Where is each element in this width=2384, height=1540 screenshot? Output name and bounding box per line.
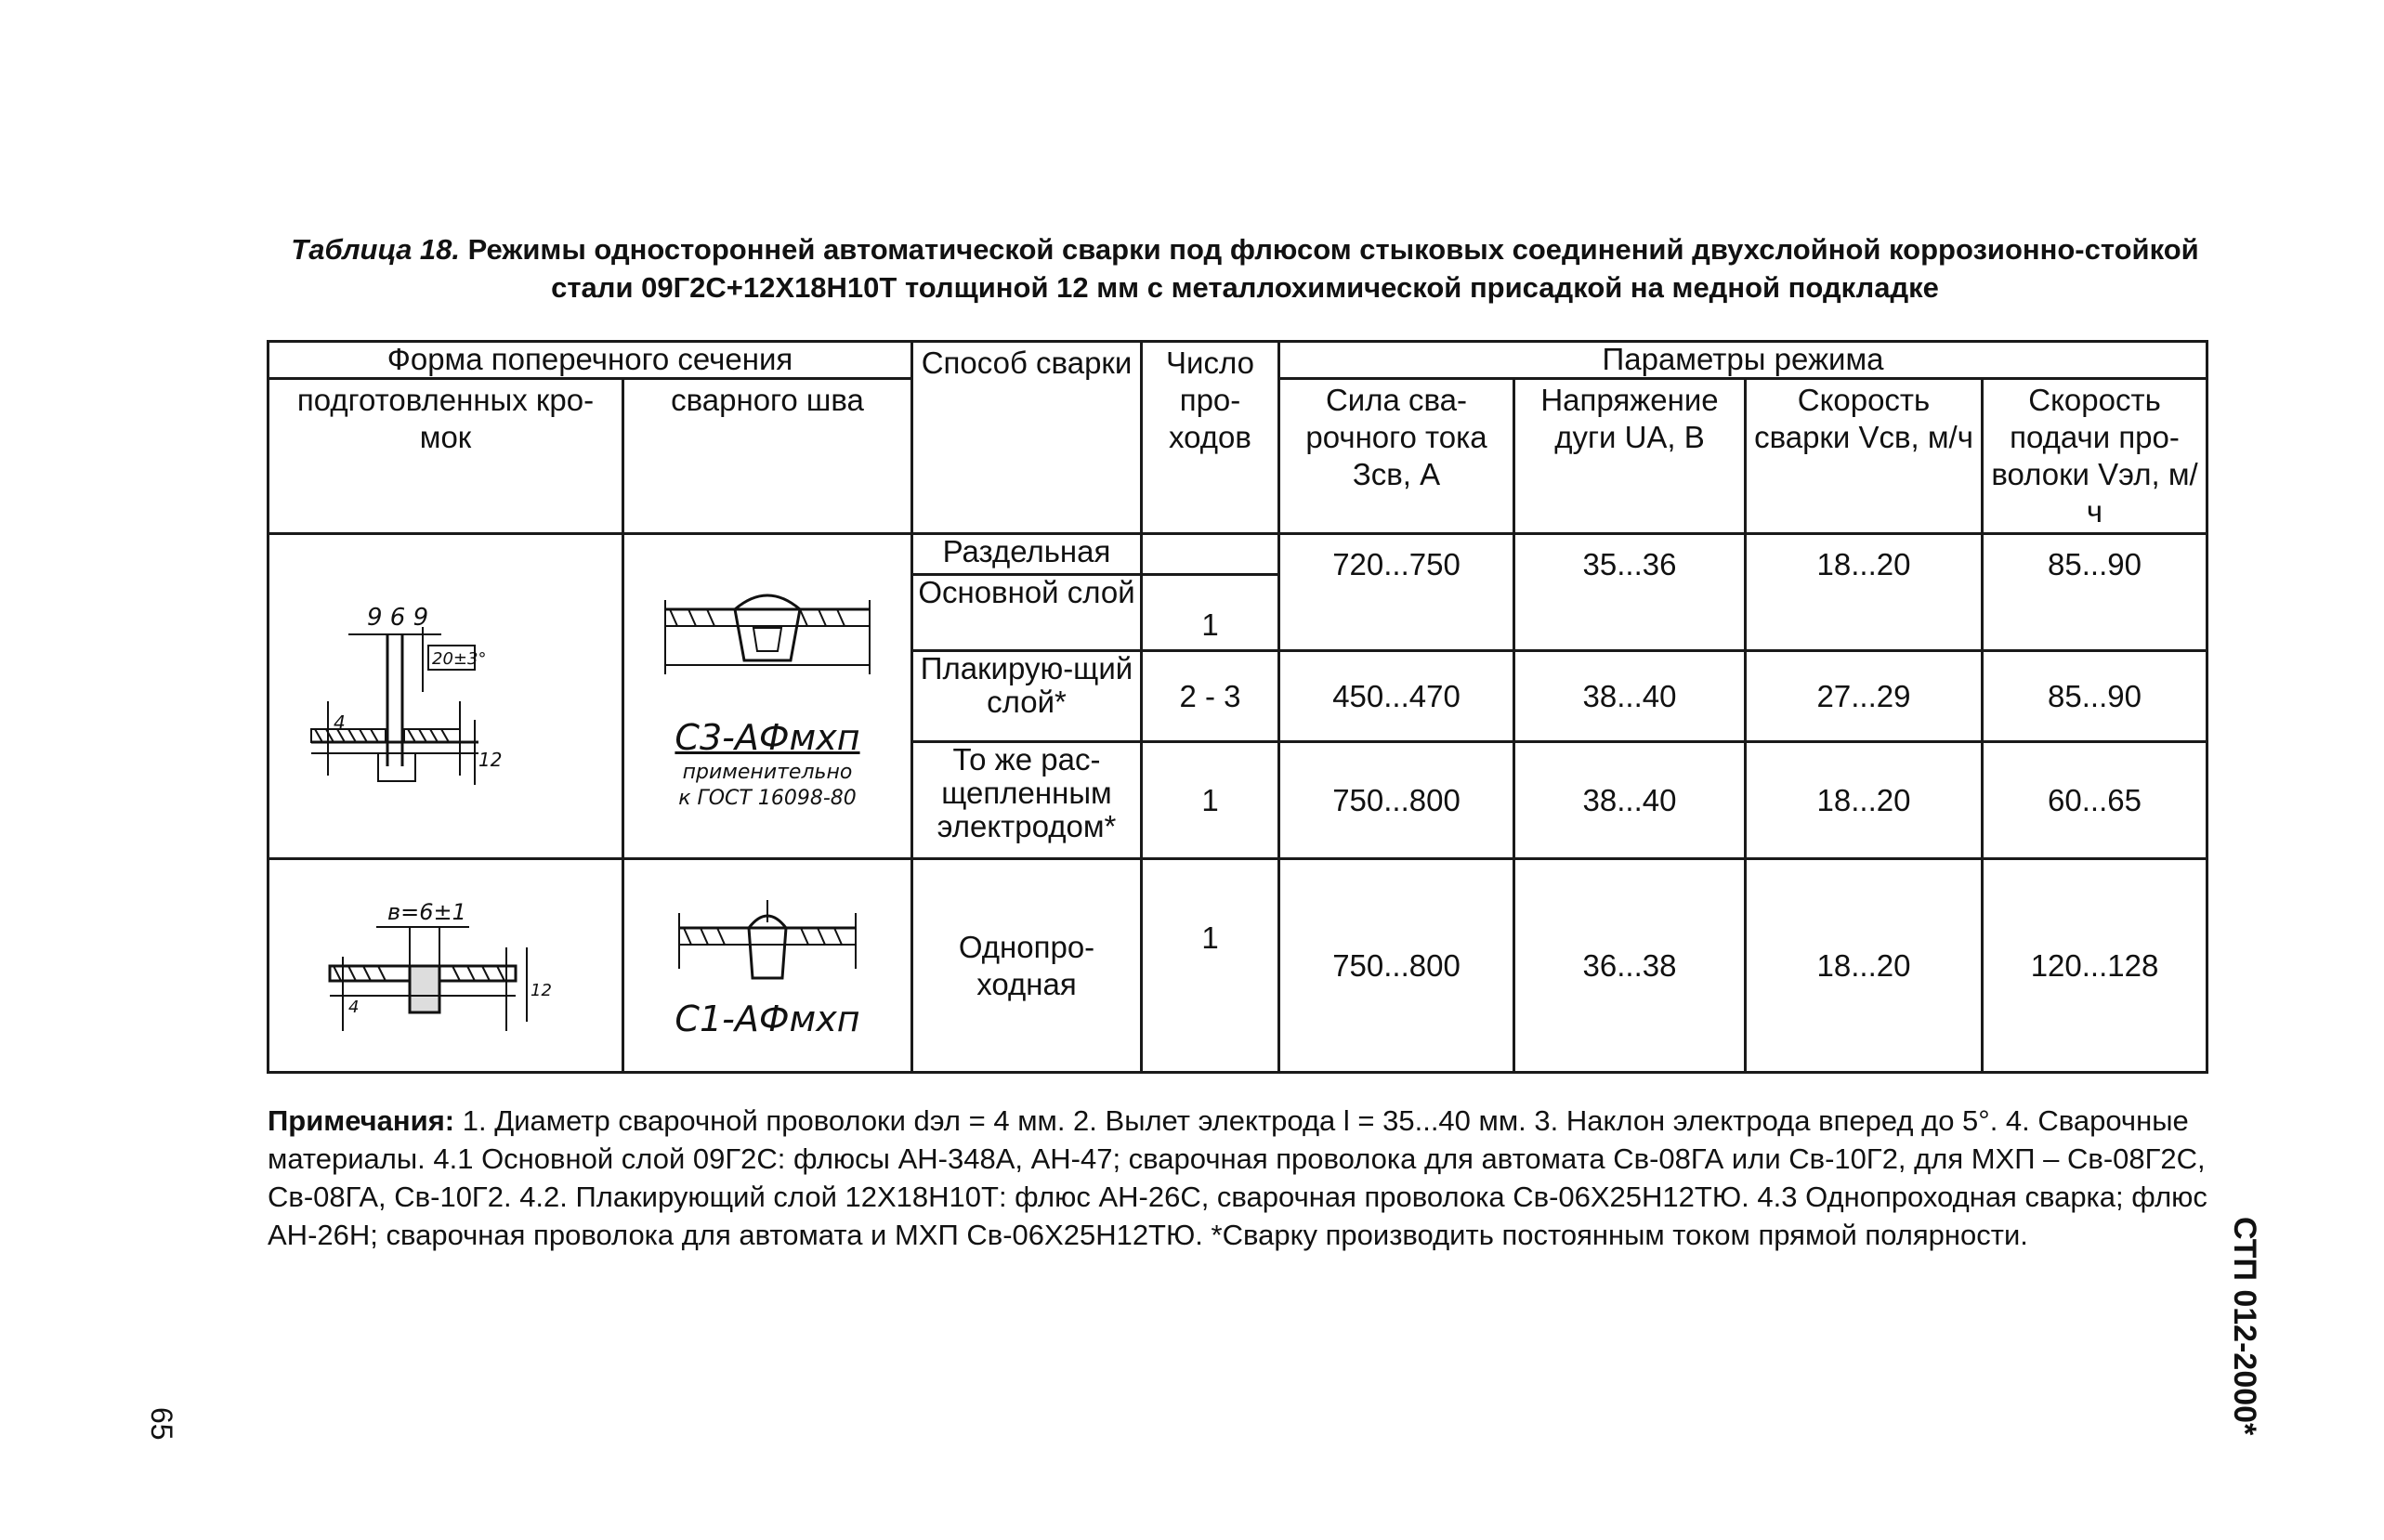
caption-text: Режимы односторонней автоматической сварки под флюсом стыковых соединений двухслойной коррозионно-стойкой стали 09Г2С+12Х18Н10Т толщиной 12 мм с металлохимической присадкой на медной подкладке (467, 233, 2199, 304)
method-cell-4: Однопро-ходная (912, 859, 1142, 1073)
edge-thickness-4: 12 (530, 980, 552, 1000)
speed-cell-4: 18...20 (1746, 859, 1983, 1073)
edge-thickness-2: 12 (478, 748, 502, 771)
header-feed-label: Скорость подачи про-волоки (1991, 383, 2180, 491)
method-cell-3: То же рас-щепленным электродом* (912, 742, 1142, 859)
passes-cell-4: 1 (1142, 859, 1279, 1073)
feed-cell-4: 120...128 (1983, 859, 2207, 1073)
header-speed (1746, 379, 1983, 534)
header-speed-label: Скорость сварки (1754, 383, 1931, 454)
header-current-label: Сила сва-рочного тока (1305, 383, 1487, 454)
seam-drawing-2 (675, 894, 860, 987)
method-cell-0: Раздельная (912, 534, 1142, 575)
voltage-cell-1: 35...36 (1514, 534, 1746, 651)
current-cell-4: 750...800 (1279, 859, 1514, 1073)
feed-cell-1: 85...90 (1983, 534, 2207, 651)
edge-thickness-1: 4 (333, 711, 346, 734)
edge-thickness-3: 4 (347, 997, 359, 1017)
seam-code-2: С1-АФмхп (675, 998, 860, 1039)
current-cell-2: 450...470 (1279, 651, 1514, 742)
edge-sketch-2 (269, 859, 623, 1073)
header-passes: Число про-ходов (1142, 342, 1279, 534)
seam-code-1: С3-АФмхп (675, 716, 860, 758)
notes-block (268, 1102, 2219, 1254)
method-cell-2: Плакирую-щий слой* (912, 651, 1142, 742)
header-method: Способ сварки (912, 342, 1142, 534)
header-current (1279, 379, 1514, 534)
passes-cell-1: 1 (1142, 575, 1279, 651)
current-cell-1: 720...750 (1279, 534, 1514, 651)
feed-cell-2: 85...90 (1983, 651, 2207, 742)
header-seam: сварного шва (623, 379, 912, 534)
seam-sketch-2 (623, 859, 912, 1073)
page-number: 65 (145, 1407, 178, 1441)
seam-sketch-1 (623, 534, 912, 859)
notes-text: 1. Диаметр сварочной проволоки dэл = 4 мм. 2. Вылет электрода l = 35...40 мм. 3. Наклон электрода вперед до 5°. 4. Сварочные материалы. 4.1 Основной слой 09Г2С: флюсы АН-348А, АН-47; сварочная проволока для автомата Св-08ГА или Св-10Г2, для МХП – Св-08Г2С, Св-08ГА, Св-10Г2. 4.2. Плакирующий слой 12Х18Н10Т: флюс АН-26С, сварочная проволока Св-06Х25Н12ТЮ. 4.3 Однопроходная сварка; флюс АН-26Н; сварочная проволока для автомата и МХП Св-06Х25Н12ТЮ. *Сварку производить постоянным током прямой полярности. (268, 1104, 2207, 1251)
speed-cell-1: 18...20 (1746, 534, 1983, 651)
header-edges: подготовленных кро-мок (269, 379, 623, 534)
seam-standard-note-1: применительно к ГОСТ 16098-80 (678, 760, 857, 810)
voltage-cell-2: 38...40 (1514, 651, 1746, 742)
seam-drawing-1 (661, 581, 874, 684)
header-voltage (1514, 379, 1746, 534)
header-params: Параметры режима (1279, 342, 2207, 379)
notes-label: Примечания: (268, 1104, 455, 1137)
table-caption (269, 230, 2220, 307)
passes-cell-3: 1 (1142, 742, 1279, 859)
header-current-symbol: Зсв, А (1352, 457, 1441, 491)
method-cell-1: Основной слой (912, 575, 1142, 651)
header-speed-symbol: Vсв, м/ч (1858, 420, 1973, 454)
header-voltage-label: Напряжение дуги (1540, 383, 1719, 454)
caption-label: Таблица 18. (291, 233, 461, 266)
passes-cell-0 (1142, 534, 1279, 575)
edge-preparation-drawing-2 (321, 892, 571, 1040)
edge-angle-label-1: 20±3° (431, 648, 486, 669)
welding-modes-table (267, 340, 2208, 1074)
speed-cell-3: 18...20 (1746, 742, 1983, 859)
header-form: Форма поперечного сечения (269, 342, 912, 379)
header-feed (1983, 379, 2207, 534)
header-feed-symbol: Vэл, м/ч (2086, 457, 2198, 529)
voltage-cell-4: 36...38 (1514, 859, 1746, 1073)
edge-preparation-drawing-1 (293, 590, 599, 803)
passes-cell-2: 2 - 3 (1142, 651, 1279, 742)
voltage-cell-3: 38...40 (1514, 742, 1746, 859)
edge-dims-label-1: 9 6 9 (366, 603, 428, 632)
document-code: СТП 012-2000* (2227, 1217, 2262, 1436)
feed-cell-3: 60...65 (1983, 742, 2207, 859)
speed-cell-2: 27...29 (1746, 651, 1983, 742)
header-voltage-symbol: UА, В (1624, 420, 1705, 454)
edge-sketch-1 (269, 534, 623, 859)
current-cell-3: 750...800 (1279, 742, 1514, 859)
edge-dims-label-2: в=6±1 (386, 898, 466, 925)
